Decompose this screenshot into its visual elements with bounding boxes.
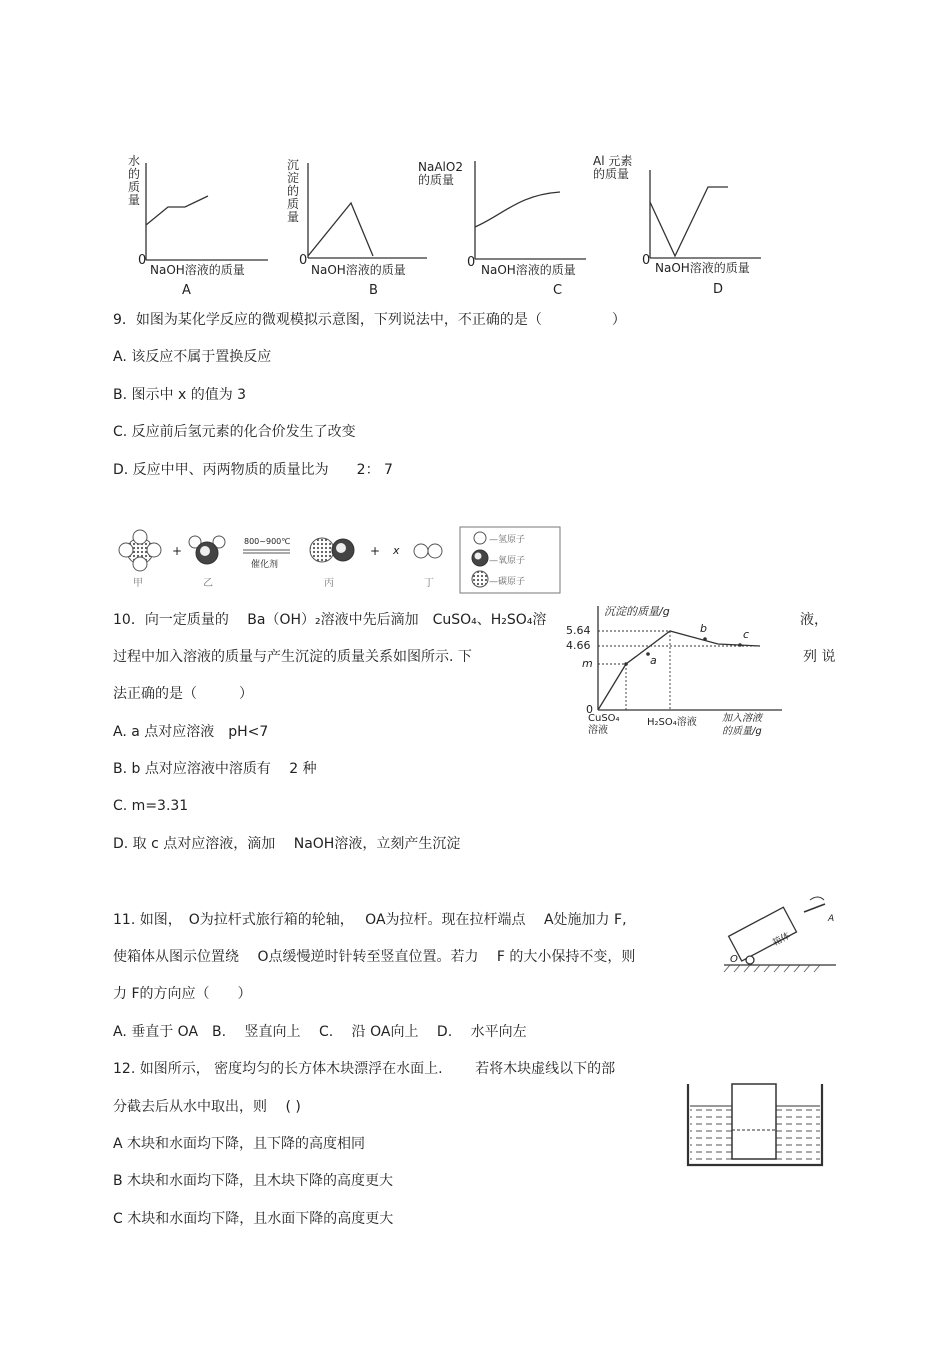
graph-a-origin: 0	[138, 253, 147, 268]
q12-option-b: B 木块和水面均下降，且木块下降的高度更大	[113, 1173, 394, 1189]
q10-line2-right: 列 说	[803, 649, 836, 665]
graph-a-xlabel: NaOH溶液的质量	[150, 263, 245, 277]
q10-point-c: c	[743, 628, 750, 641]
q10-ytick-466: 4.66	[566, 639, 591, 652]
q10-option-b: B. b 点对应溶液中溶质有 2 种	[113, 761, 317, 777]
q12-option-a: A 木块和水面均下降，且下降的高度相同	[113, 1136, 366, 1152]
molecule-ding	[414, 544, 442, 558]
graph-d-xlabel: NaOH溶液的质量	[655, 261, 750, 275]
q9-condition-bottom: 催化剂	[251, 560, 279, 570]
q11-options: A. 垂直于 OA B. 竖直向上 C. 沿 OA向上 D. 水平向左	[113, 1024, 527, 1040]
graph-c-letter: C	[553, 283, 563, 298]
q9-stem: 9．如图为某化学反应的微观模拟示意图，下列说法中，不正确的是（ ）	[113, 312, 626, 328]
graph-c-plot	[418, 155, 598, 305]
q11-box-label: 箱体	[771, 931, 793, 949]
q10-point-a: a	[650, 654, 657, 667]
q10-option-d: D. 取 c 点对应溶液，滴加 NaOH溶液，立刻产生沉淀	[113, 836, 461, 852]
graph-c-ylabel: NaAlO2 的质量	[418, 160, 463, 187]
molecule-yi	[189, 536, 225, 564]
graph-c-curve	[475, 192, 560, 227]
q9-legend-c: —碳原子	[489, 577, 526, 587]
q10-line1-right: 液，	[800, 612, 828, 628]
q12-container-drawing	[685, 1072, 825, 1172]
q12-container-figure	[685, 1072, 825, 1172]
graph-b-xlabel: NaOH溶液的质量	[311, 263, 406, 277]
q9-plus-1: +	[172, 544, 183, 558]
q9-legend-o: —氧原子	[489, 556, 526, 566]
q12-line2: 分截去后从水中取出，则 ( )	[113, 1099, 301, 1115]
graph-d-plot	[593, 150, 773, 305]
graph-c	[418, 155, 598, 305]
graph-b-letter: B	[369, 283, 378, 298]
q10-chart	[560, 602, 790, 747]
graph-a-letter: A	[182, 283, 191, 298]
q11-label-o: O	[730, 954, 738, 965]
q9-option-d: D. 反应中甲、丙两物质的质量比为 2： 7	[113, 462, 393, 478]
q10-xtick-cuso4: CuSO₄ 溶液	[588, 713, 620, 736]
q9-label-jia: 甲	[133, 578, 143, 589]
graph-a	[128, 155, 288, 305]
q11-suitcase-figure	[720, 890, 840, 980]
graph-b-origin: 0	[299, 253, 308, 268]
q10-option-a: A. a 点对应溶液 pH<7	[113, 724, 269, 740]
graph-c-origin: 0	[467, 255, 476, 270]
graph-d-ylabel: Al 元素 的质量	[593, 154, 633, 181]
graph-d	[593, 150, 773, 305]
q12-line1: 12. 如图所示， 密度均匀的长方体木块漂浮在水面上. 若将木块虚线以下的部	[113, 1061, 616, 1077]
q10-line3: 法正确的是（ ）	[113, 686, 253, 702]
q9-plus-2: +	[370, 544, 381, 558]
q11-line3: 力 F的方向应（ ）	[113, 986, 252, 1002]
q11-line1: 11. 如图， O为拉杆式旅行箱的轮轴， OA为拉杆。现在拉杆端点 A处施加力 F,	[113, 912, 627, 928]
q10-curve	[598, 631, 760, 710]
graph-b-curve	[308, 203, 373, 256]
q11-line2: 使箱体从图示位置绕 O点缓慢逆时针转至竖直位置。若力 F 的大小保持不变，则	[113, 949, 636, 965]
q9-option-b: B. 图示中 x 的值为 3	[113, 387, 247, 403]
q9-label-yi: 乙	[203, 578, 213, 589]
q10-ytick-564: 5.64	[566, 624, 591, 637]
graph-c-xlabel: NaOH溶液的质量	[481, 263, 576, 277]
q10-line1: 10．向一定质量的 Ba（OH）₂溶液中先后滴加 CuSO₄、H₂SO₄溶	[113, 612, 547, 628]
q10-ylabel: 沉淀的质量/g	[604, 605, 670, 618]
graph-a-ylabel: 水 的 质 量	[128, 154, 141, 207]
q10-line2: 过程中加入溶液的质量与产生沉淀的质量关系如图所示. 下	[113, 649, 472, 665]
q10-option-c: C. m=3.31	[113, 798, 189, 814]
q11-label-a: A	[828, 914, 835, 924]
q9-option-c: C. 反应前后氢元素的化合价发生了改变	[113, 424, 356, 440]
molecule-jia	[119, 530, 161, 571]
q10-xtick-h2so4: H₂SO₄溶液	[647, 717, 697, 728]
q10-ytick-m: m	[582, 657, 593, 670]
q9-label-bing: 丙	[324, 578, 334, 589]
q12-wood-block	[732, 1084, 776, 1159]
molecule-bing	[310, 538, 354, 562]
q10-ytick-0: 0	[586, 703, 593, 716]
q10-point-b: b	[700, 622, 707, 635]
q10-xlabel: 加入溶液 的质量/g	[722, 713, 762, 737]
q9-option-a: A. 该反应不属于置换反应	[113, 349, 272, 365]
graph-a-plot	[128, 155, 288, 305]
graph-a-curve	[146, 196, 208, 225]
q9-x: x	[393, 544, 400, 557]
graph-d-origin: 0	[642, 253, 651, 268]
graph-d-letter: D	[713, 282, 724, 297]
q12-option-c: C 木块和水面均下降，且水面下降的高度更大	[113, 1211, 394, 1227]
graph-b-ylabel: 沉 淀 的 质 量	[287, 158, 300, 224]
q9-legend-h: —氢原子	[489, 535, 526, 545]
q9-label-ding: 丁	[424, 578, 434, 589]
q9-reaction-diagram	[108, 522, 568, 597]
graph-d-curve	[650, 187, 728, 256]
q9-condition-top: 800~900℃	[244, 537, 291, 546]
